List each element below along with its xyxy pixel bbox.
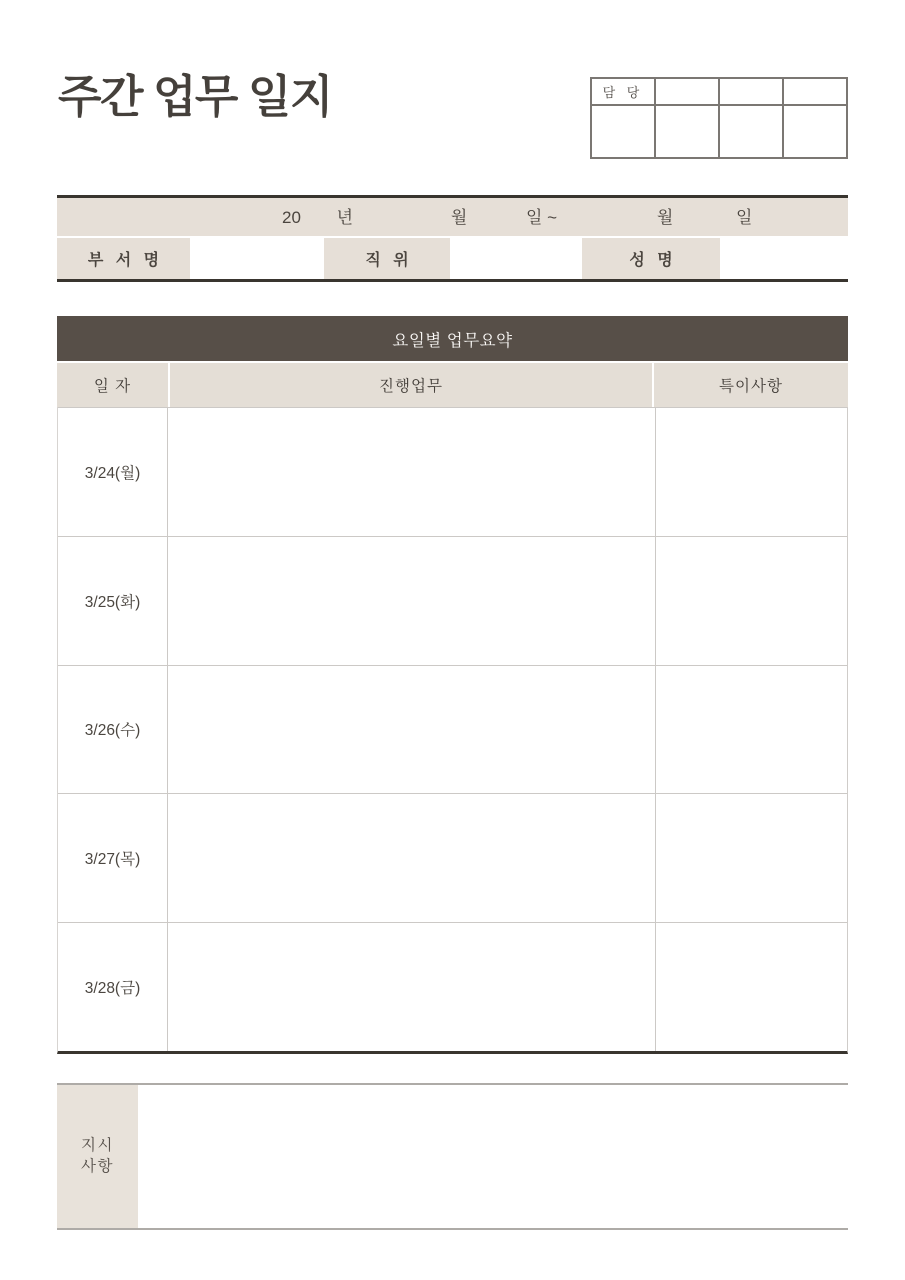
period-year-label: 년 [336,208,354,227]
notes-cell[interactable] [656,923,847,1051]
work-cell[interactable] [168,666,656,794]
period-day2-label: 일 [735,208,753,227]
period-day-label: 일 ~ [526,208,558,227]
period-month2-label: 월 [656,208,674,227]
approval-signature-cell[interactable] [783,105,847,158]
department-field[interactable] [190,238,324,279]
summary-rows [57,407,848,1054]
column-header-date: 일 자 [57,363,168,407]
approval-header-cell[interactable] [783,78,847,105]
row-date-label: 3/28(금) [58,923,168,1051]
work-cell[interactable] [168,537,656,665]
name-field[interactable] [720,238,848,279]
department-label: 부 서 명 [57,238,190,279]
position-label: 직 위 [324,238,450,279]
instructions-label-line1: 지시 [81,1137,114,1155]
column-header-work: 진행업무 [168,363,654,407]
row-date-label: 3/25(화) [58,537,168,665]
row-date-label: 3/24(월) [58,408,168,536]
approval-header-cell[interactable] [719,78,783,105]
summary-title-bar: 요일별 업무요약 [57,316,848,361]
instructions-section [57,1083,848,1230]
approval-signature-cell[interactable] [591,105,655,158]
row-date-label: 3/26(수) [58,666,168,794]
approval-sign-box [590,77,848,159]
personal-info-row [57,238,848,279]
report-info-band [57,195,848,282]
table-row [58,922,847,1051]
work-cell[interactable] [168,408,656,536]
table-row [58,793,847,922]
approval-signature-cell[interactable] [719,105,783,158]
column-header-notes: 특이사항 [654,363,848,407]
notes-cell[interactable] [656,666,847,794]
approval-header-cell[interactable] [655,78,719,105]
report-period-row[interactable] [57,198,848,238]
table-row [58,665,847,794]
table-row [58,536,847,665]
work-cell[interactable] [168,923,656,1051]
weekly-summary-table [57,316,848,1054]
page-title: 주간 업무 일지 [58,71,332,122]
table-row [58,407,847,536]
notes-cell[interactable] [656,537,847,665]
period-year-prefix: 20 [282,208,301,227]
approval-label-cell: 담 당 [591,78,655,105]
work-cell[interactable] [168,794,656,922]
position-field[interactable] [450,238,582,279]
period-month-label: 월 [450,208,468,227]
instructions-label [57,1085,138,1228]
instructions-label-line2: 사항 [81,1157,114,1175]
summary-column-header [57,363,848,407]
notes-cell[interactable] [656,408,847,536]
name-label: 성 명 [582,238,720,279]
notes-cell[interactable] [656,794,847,922]
instructions-content[interactable] [138,1085,848,1228]
approval-signature-cell[interactable] [655,105,719,158]
row-date-label: 3/27(목) [58,794,168,922]
